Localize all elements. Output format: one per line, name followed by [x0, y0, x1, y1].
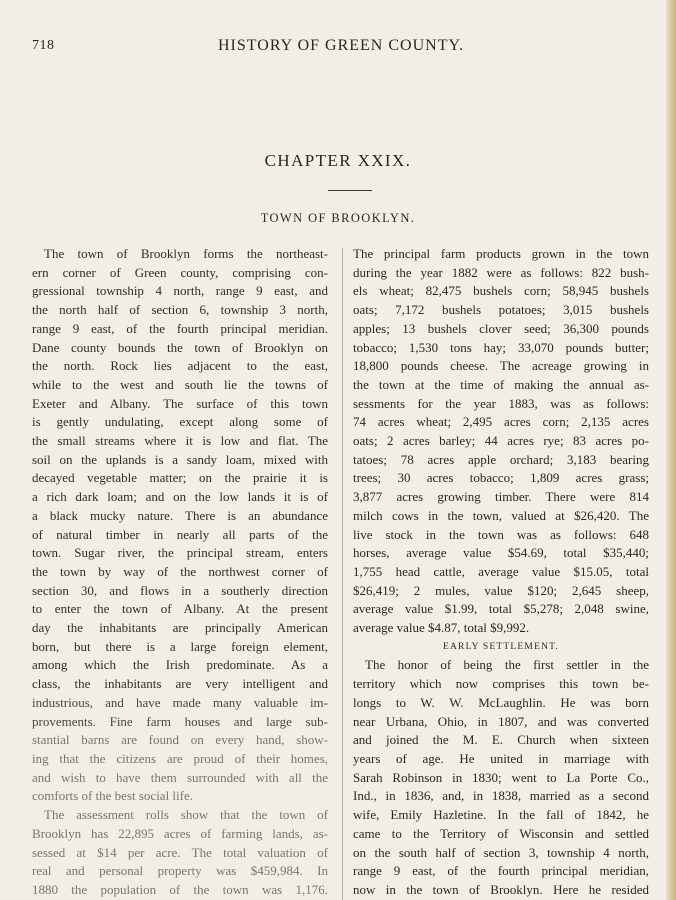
text-line: sessments for the year 1883, was as follows:	[353, 395, 649, 411]
text-line: oats; 2 acres barley; 44 acres rye; 83 acres po-	[353, 433, 649, 449]
text-line: is gently undulating, except along some of	[32, 414, 328, 430]
text-line: town. Sugar river, the principal stream, enters	[32, 545, 328, 561]
text-line: on the south half of section 3, township 4 north,	[353, 844, 649, 860]
text-line: 1880 the population of the town was 1,176.	[32, 881, 328, 897]
text-line: sessed at $14 per acre. The total valuation of	[32, 844, 328, 860]
text-line: the north. Rock lies adjacent to the east,	[32, 358, 328, 374]
text-line: the town by way of the northwest corner of	[32, 563, 328, 579]
text-line: tatoes; 78 acres apple orchard; 3,183 bearing	[353, 451, 649, 467]
text-line: Dane county bounds the town of Brooklyn on	[32, 339, 328, 355]
text-line: range 9 east, of the fourth principal meridian.	[32, 320, 328, 336]
text-line: Ind., in 1836, and, in 1838, married as a second	[353, 788, 649, 804]
text-line: apples; 13 bushels clover seed; 36,300 pounds	[353, 320, 649, 336]
text-line: gressional township 4 north, range 9 east, and	[32, 283, 328, 299]
text-line: industrious, and have made many valuable im-	[32, 694, 328, 710]
text-line: the small streams where it is low and flat. The	[32, 433, 328, 449]
text-line: 18,800 pounds cheese. The acreage growing in	[353, 358, 649, 374]
text-line: near Urbana, Ohio, in 1807, and was converted	[353, 713, 649, 729]
column-divider	[342, 248, 343, 900]
text-line: territory which now comprises this town be-	[353, 676, 649, 692]
text-line: stantial barns are found on every hand, show-	[32, 732, 328, 748]
text-line: born, but there is a large foreign element,	[32, 638, 328, 654]
text-line: 1,755 head cattle, average value $15.05, total	[353, 563, 649, 579]
text-line: range 9 east, of the fourth principal meridian,	[353, 863, 649, 879]
text-line: longs to W. W. McLaughlin. He was born	[353, 694, 649, 710]
text-line: milch cows in the town, valued at $26,420. The	[353, 507, 649, 523]
text-line: live stock in the town was as follows: 648	[353, 526, 649, 542]
text-line: average value $1.99, total $5,278; 2,048 swine,	[353, 601, 649, 617]
text-line: tobacco; 1,530 tons hay; 33,070 pounds butter;	[353, 339, 649, 355]
text-line: the north half of section 6, township 3 north,	[32, 302, 328, 318]
text-line: and joined the M. E. Church when sixteen	[353, 732, 649, 748]
right-column	[353, 245, 649, 900]
text-line: The honor of being the first settler in the	[365, 657, 649, 673]
text-line: Exeter and Albany. The surface of this town	[32, 395, 328, 411]
section-heading-early-settlement: EARLY SETTLEMENT.	[442, 641, 560, 652]
text-line: the town at the time of making the annual as-	[353, 376, 649, 392]
text-line: The principal farm products grown in the town	[353, 246, 649, 261]
text-line: now in the town of Brooklyn. Here he resided	[353, 881, 649, 897]
text-line: 74 acres wheat; 2,495 acres corn; 2,135 acres	[353, 414, 649, 430]
text-line: els wheat; 82,475 bushels corn; 58,945 bushels	[353, 283, 649, 299]
chapter-title: CHAPTER XXIX.	[264, 151, 412, 170]
text-line: wife, Emily Hazletine. In the fall of 1842, he	[353, 807, 649, 823]
text-line: a rich dark loam; and on the low lands it is of	[32, 489, 328, 505]
text-line: $26,419; 2 mules, value $120; 2,645 sheep,	[353, 582, 649, 598]
text-line: section 30, and flows in a southerly direction	[32, 582, 328, 598]
text-line: came to the Territory of Wisconsin and settled	[353, 825, 649, 841]
text-line: of natural timber in nearly all parts of the	[32, 526, 328, 542]
text-line: trees; 30 acres tobacco; 1,809 acres grass;	[353, 470, 649, 486]
text-line: provements. Fine farm houses and large sub-	[32, 713, 328, 729]
text-line: Sarah Robinson in 1830; went to La Porte Co.,	[353, 769, 649, 785]
text-line: Brooklyn has 22,895 acres of farming lands, as-	[32, 825, 328, 841]
text-line: ern corner of Green county, comprising con-	[32, 264, 328, 280]
text-line: a black mucky nature. There is an abundance	[32, 507, 328, 523]
text-line: among which the Irish predominate. As a	[32, 657, 328, 673]
text-line: The town of Brooklyn forms the northeast-	[44, 246, 328, 261]
text-line: real and personal property was $459,984. In	[32, 863, 328, 879]
running-head: HISTORY OF GREEN COUNTY.	[218, 37, 464, 54]
text-line: to enter the town of Albany. At the present	[32, 601, 328, 617]
text-line: while to the west and south lie the towns of	[32, 376, 328, 392]
page-edge	[666, 0, 676, 900]
text-line: during the year 1882 were as follows: 822 bush-	[353, 264, 649, 280]
text-line: The assessment rolls show that the town of	[44, 807, 328, 823]
chapter-rule	[328, 190, 372, 191]
text-line: and wish to have them surrounded with all the	[32, 769, 328, 785]
text-line: decayed vegetable matter; on the prairie it is	[32, 470, 328, 486]
text-line: class, the inhabitants are very intelligent and	[32, 676, 328, 692]
text-line: day the inhabitants are principally American	[32, 620, 328, 636]
text-line: comforts of the best social life.	[32, 788, 194, 804]
text-line: soil on the uplands is a sandy loam, mixed with	[32, 451, 328, 467]
text-line: 3,877 acres growing timber. There were 814	[353, 489, 649, 505]
page-number: 718	[32, 38, 55, 53]
left-column	[32, 245, 328, 900]
text-line: ing that the citizens are proud of their homes,	[32, 750, 328, 766]
text-line: average value $4.87, total $9,992.	[353, 620, 530, 636]
text-line: years of age. He united in marriage with	[353, 750, 649, 766]
section-title: TOWN OF BROOKLYN.	[260, 211, 416, 225]
text-line: horses, average value $54.69, total $35,440;	[353, 545, 649, 561]
text-line: oats; 7,172 bushels potatoes; 3,015 bushels	[353, 302, 649, 318]
